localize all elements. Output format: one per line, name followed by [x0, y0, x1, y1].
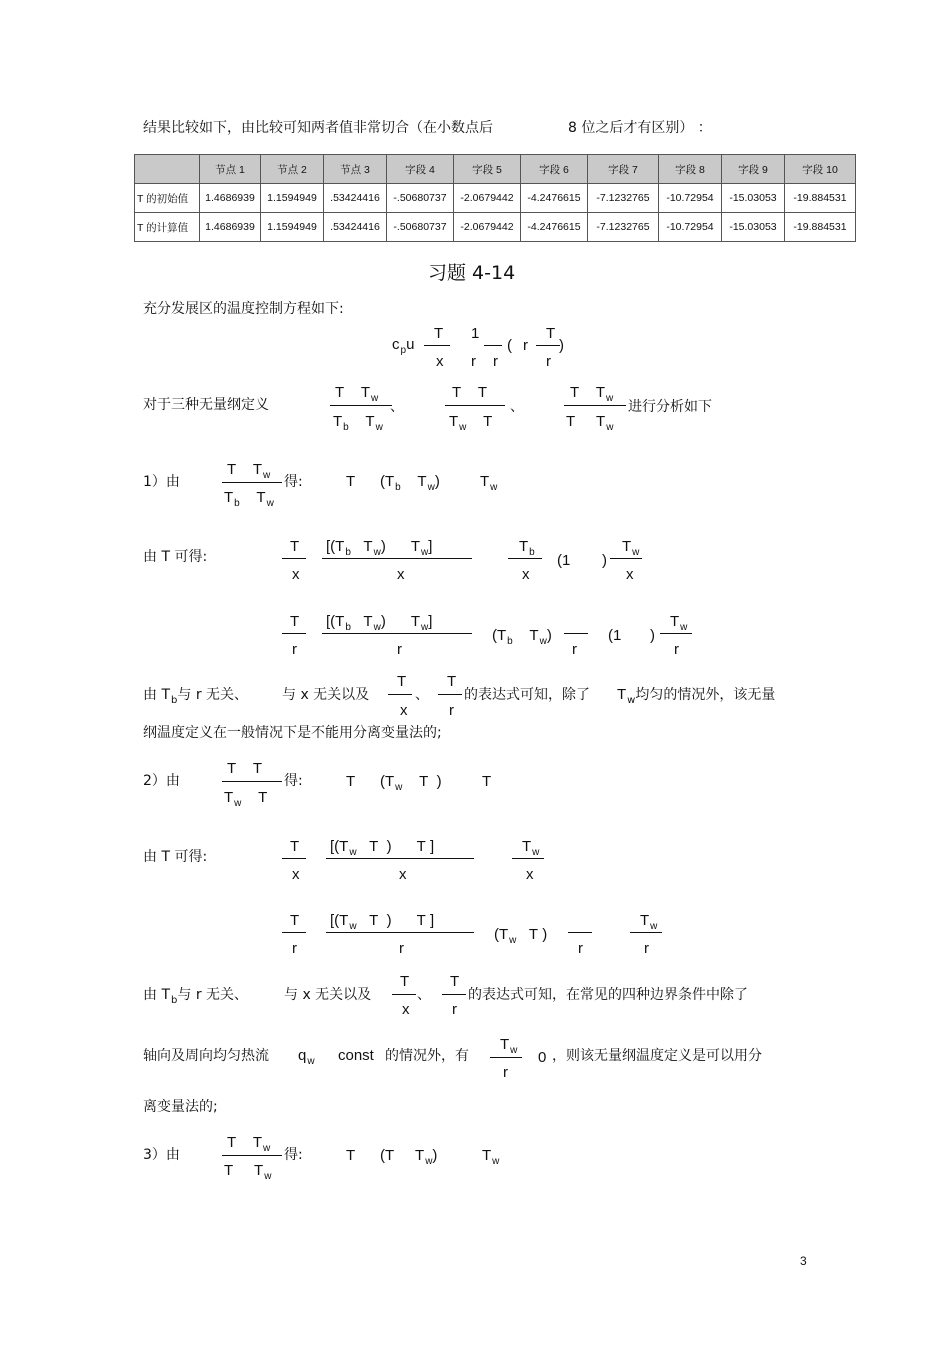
table-row	[135, 213, 856, 242]
table-cell: .53424416	[324, 213, 387, 242]
table-cell: -19.884531	[785, 213, 856, 242]
table-header-cell: 字段 7	[588, 155, 659, 184]
definitions-end: 进行分析如下	[628, 399, 712, 415]
table-cell: -7.1232765	[588, 213, 659, 242]
table-cell: -10.72954	[659, 184, 722, 213]
table-header-cell: 字段 6	[521, 155, 588, 184]
table-cell: -15.03053	[722, 184, 785, 213]
table-header-cell: 字段 5	[454, 155, 521, 184]
table-cell: -.50680737	[387, 184, 454, 213]
table-cell: 1.4686939	[200, 213, 261, 242]
equation-intro: 充分发展区的温度控制方程如下:	[143, 301, 344, 317]
table-cell: -4.2476615	[521, 213, 588, 242]
table-header-row	[135, 155, 856, 184]
intro-text-1: 结果比较如下，由比较可知两者值非常切合（在小数点后	[143, 120, 493, 136]
intro-text-2: 8 位之后才有区别） ：	[568, 120, 712, 136]
table-header-cell: 字段 9	[722, 155, 785, 184]
table-header-cell: 节点 1	[200, 155, 261, 184]
table-cell: 1.1594949	[261, 184, 324, 213]
table-cell: -2.0679442	[454, 184, 521, 213]
results-table	[134, 154, 856, 242]
table-cell: -.50680737	[387, 213, 454, 242]
table-header-cell: 字段 4	[387, 155, 454, 184]
table-cell: -7.1232765	[588, 184, 659, 213]
table-cell: -10.72954	[659, 213, 722, 242]
row-label: T 的初始值	[135, 184, 200, 213]
table-header-corner	[135, 155, 200, 184]
table-cell: .53424416	[324, 184, 387, 213]
row-label: T 的计算值	[135, 213, 200, 242]
table-cell: -19.884531	[785, 184, 856, 213]
table-header-cell: 节点 3	[324, 155, 387, 184]
table-cell: 1.4686939	[200, 184, 261, 213]
table-header-cell: 字段 8	[659, 155, 722, 184]
definitions-text: 对于三种无量纲定义	[143, 397, 269, 413]
section-title: 习题 4-14	[428, 262, 516, 284]
table-cell: 1.1594949	[261, 213, 324, 242]
table-cell: -2.0679442	[454, 213, 521, 242]
table-row	[135, 184, 856, 213]
table-header-cell: 节点 2	[261, 155, 324, 184]
table-cell: -15.03053	[722, 213, 785, 242]
intro-text	[143, 119, 493, 137]
table-cell: -4.2476615	[521, 184, 588, 213]
page-number: 3	[800, 1254, 807, 1268]
table-header-cell: 字段 10	[785, 155, 856, 184]
